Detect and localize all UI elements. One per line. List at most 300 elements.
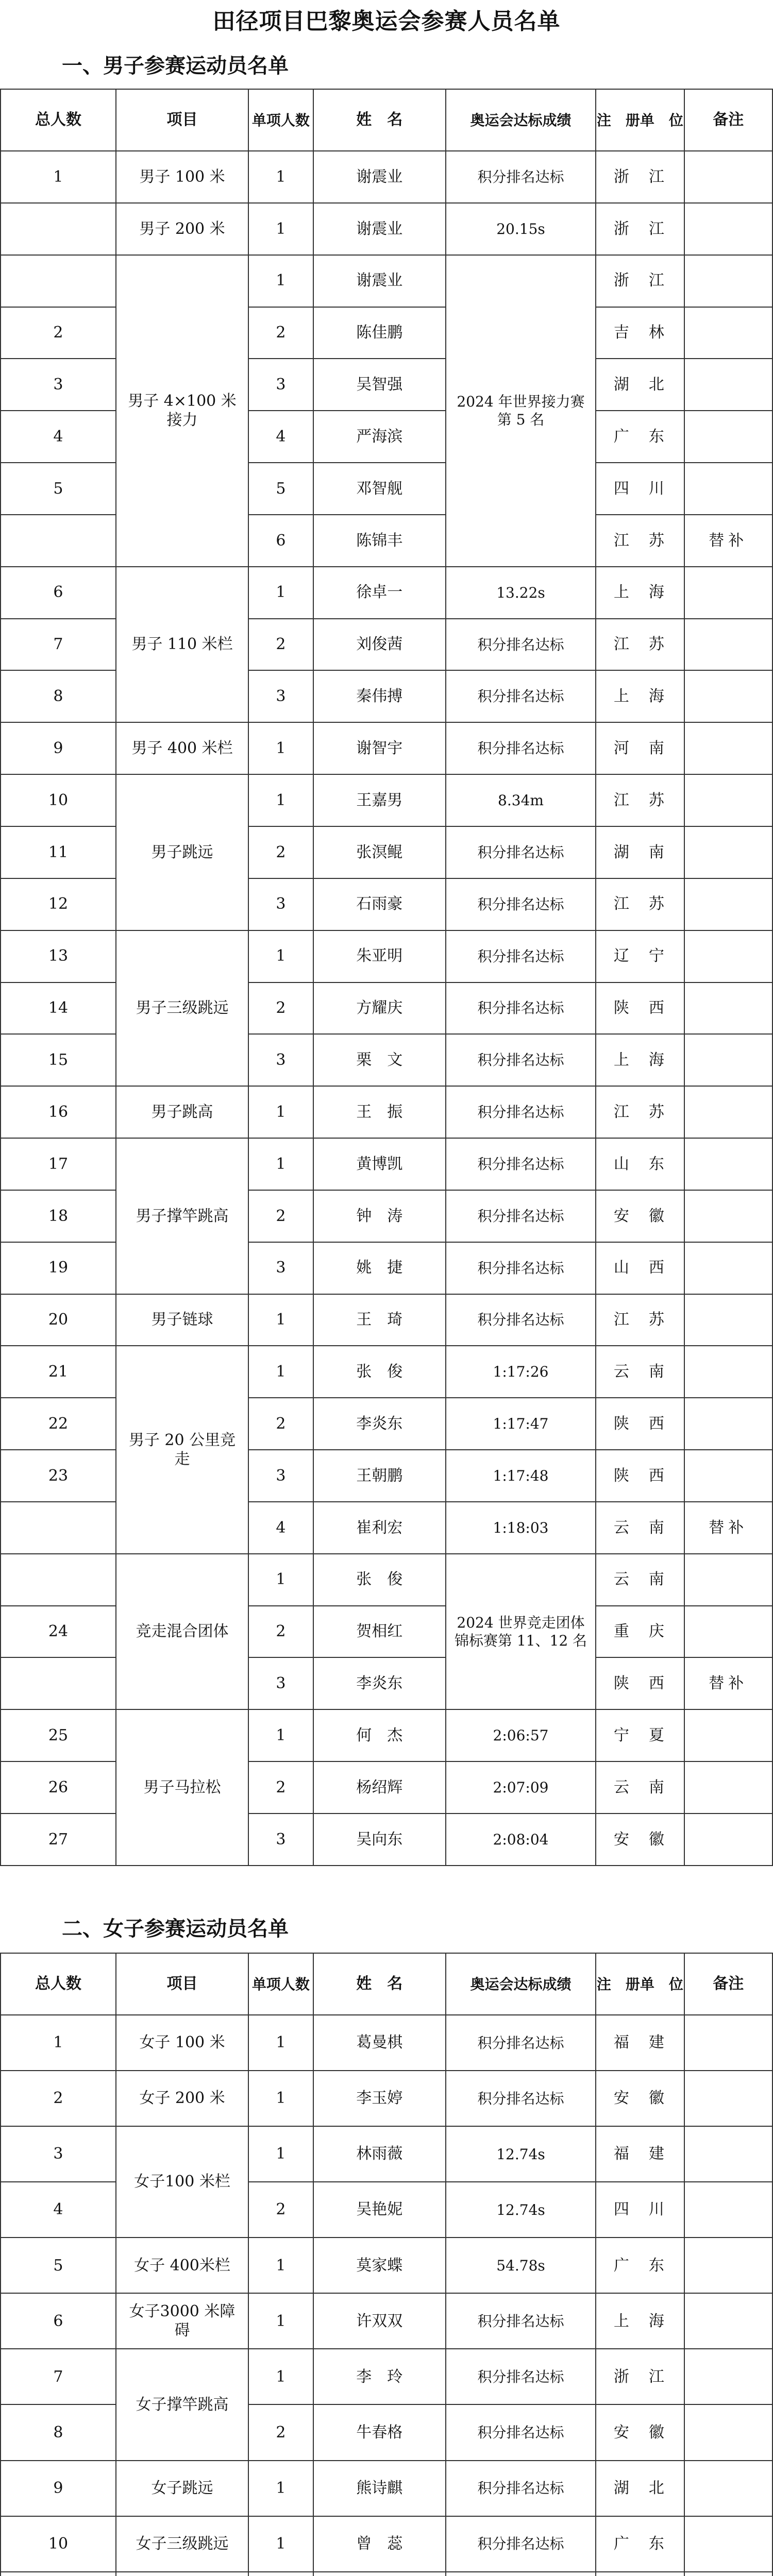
event-index-cell: 1: [248, 1554, 313, 1606]
event-index-cell: 3: [248, 1450, 313, 1502]
qualifying-standard-cell: 积分排名达标: [446, 1086, 596, 1138]
event-index-cell: 1: [248, 567, 313, 619]
remark-cell: [684, 619, 772, 671]
event-index-cell: 1: [248, 722, 313, 774]
total-count-cell: 12: [1, 878, 116, 930]
total-count-cell: 4: [1, 411, 116, 463]
total-count-cell: 15: [1, 1034, 116, 1086]
athlete-name-cell: 陈锦丰: [313, 515, 446, 567]
remark-cell: 替补: [684, 1657, 772, 1709]
total-count-cell: 17: [1, 1138, 116, 1190]
athlete-name-cell: 刘俊茜: [313, 619, 446, 671]
athlete-name-cell: 贺相红: [313, 1606, 446, 1658]
event-index-cell: 1: [248, 255, 313, 307]
event-index-cell: 5: [248, 463, 313, 515]
registered-unit-cell: 陕 西: [596, 1657, 684, 1709]
athlete-name-cell: 吴智强: [313, 359, 446, 411]
event-index-cell: 1: [248, 151, 313, 203]
athlete-name-cell: 莫家蝶: [313, 2238, 446, 2293]
registered-unit-cell: 山 东: [596, 1138, 684, 1190]
registered-unit-cell: 云 南: [596, 1761, 684, 1814]
total-count-cell: 25: [1, 1709, 116, 1761]
athlete-name-cell: 吴向东: [313, 1814, 446, 1866]
total-count-cell: 22: [1, 1398, 116, 1450]
remark-cell: [684, 1554, 772, 1606]
qualifying-standard-cell: 积分排名达标: [446, 670, 596, 722]
remark-cell: [684, 2126, 772, 2182]
registered-unit-cell: 陕 西: [596, 982, 684, 1035]
document-title: 田径项目巴黎奥运会参赛人员名单: [212, 8, 561, 35]
athlete-name-cell: 谢智宇: [313, 722, 446, 774]
table-row: [1, 2126, 772, 2182]
total-count-cell: 7: [1, 619, 116, 671]
qualifying-standard-cell: 54.78s: [446, 2238, 596, 2293]
remark-cell: [684, 307, 772, 359]
registered-unit-cell: 上 海: [596, 1034, 684, 1086]
remark-cell: [684, 2015, 772, 2071]
registered-unit-cell: 湖 北: [596, 359, 684, 411]
athlete-name-cell: 秦伟搏: [313, 670, 446, 722]
registered-unit-cell: 云 南: [596, 1346, 684, 1398]
total-count-cell: 11: [1, 826, 116, 878]
event-index-cell: 2: [248, 2404, 313, 2460]
remark-cell: [684, 411, 772, 463]
event-cell: 男子链球: [116, 1294, 248, 1346]
athlete-name-cell: 杨绍辉: [313, 1761, 446, 1814]
remark-cell: [684, 463, 772, 515]
registered-unit-cell: 湖 北: [596, 2461, 684, 2516]
registered-unit-cell: 湖 南: [596, 826, 684, 878]
remark-cell: [684, 567, 772, 619]
event-index-cell: 1: [248, 1294, 313, 1346]
athlete-name-cell: 张 俊: [313, 1346, 446, 1398]
remark-cell: [684, 1086, 772, 1138]
remark-cell: [684, 203, 772, 255]
total-count-cell: 3: [1, 359, 116, 411]
athlete-name-cell: 栗 文: [313, 1034, 446, 1086]
event-cell: 男子 4×100 米接力: [116, 255, 248, 567]
remark-cell: [684, 1398, 772, 1450]
event-index-cell: 2: [248, 826, 313, 878]
remark-cell: [684, 1814, 772, 1866]
total-count-cell: 10: [1, 774, 116, 826]
athlete-name-cell: 王 振: [313, 1086, 446, 1138]
qualifying-standard-cell: 积分排名达标: [446, 2015, 596, 2071]
qualifying-standard-cell: 2024 年世界接力赛第 5 名: [446, 255, 596, 567]
registered-unit-cell: [596, 2572, 684, 2576]
registered-unit-cell: 浙 江: [596, 151, 684, 203]
total-count-cell: 4: [1, 2182, 116, 2238]
athlete-name-cell: 吴艳妮: [313, 2182, 446, 2238]
registered-unit-cell: 江 苏: [596, 1294, 684, 1346]
men-table-body: [1, 151, 772, 1866]
total-count-cell: [1, 255, 116, 307]
athlete-name-cell: 林雨薇: [313, 2126, 446, 2182]
remark-cell: [684, 2182, 772, 2238]
event-cell: 女子100 米栏: [116, 2126, 248, 2238]
total-count-cell: 23: [1, 1450, 116, 1502]
event-index-cell: 1: [248, 2516, 313, 2572]
event-cell: 女子 200 米: [116, 2071, 248, 2126]
qualifying-standard-cell: 积分排名达标: [446, 1242, 596, 1294]
event-cell: 男子马拉松: [116, 1709, 248, 1866]
athlete-name-cell: 姚 捷: [313, 1242, 446, 1294]
total-count-cell: 14: [1, 982, 116, 1035]
table-row: [1, 151, 772, 203]
remark-cell: 替补: [684, 1502, 772, 1554]
header-event: 项目: [116, 1953, 248, 2015]
table-row: [1, 2461, 772, 2516]
event-index-cell: [248, 2572, 313, 2576]
event-cell: 男子 100 米: [116, 151, 248, 203]
table-row: [1, 1554, 772, 1606]
event-cell: 男子三级跳远: [116, 930, 248, 1087]
remark-cell: [684, 255, 772, 307]
event-cell: 女子3000 米障碍: [116, 2293, 248, 2349]
registered-unit-cell: 上 海: [596, 670, 684, 722]
table-row: [1, 2516, 772, 2572]
registered-unit-cell: 浙 江: [596, 203, 684, 255]
total-count-cell: 9: [1, 722, 116, 774]
qualifying-standard-cell: 12.74s: [446, 2126, 596, 2182]
athlete-name-cell: 陈佳鹏: [313, 307, 446, 359]
registered-unit-cell: 上 海: [596, 2293, 684, 2349]
qualifying-standard-cell: 20.15s: [446, 203, 596, 255]
event-index-cell: 1: [248, 203, 313, 255]
remark-cell: [684, 1242, 772, 1294]
table-row: [1, 567, 772, 619]
qualifying-standard-cell: 8.34m: [446, 774, 596, 826]
athlete-name-cell: 牛春格: [313, 2404, 446, 2460]
header-remark: 备注: [684, 89, 772, 151]
event-index-cell: 1: [248, 774, 313, 826]
qualifying-standard-cell: 积分排名达标: [446, 2404, 596, 2460]
registered-unit-cell: 安 徽: [596, 1814, 684, 1866]
table-row: [1, 203, 772, 255]
registered-unit-cell: 安 徽: [596, 2071, 684, 2126]
header-count: 单项人数: [248, 89, 313, 151]
remark-cell: [684, 878, 772, 930]
registered-unit-cell: 福 建: [596, 2126, 684, 2182]
total-count-cell: 18: [1, 1190, 116, 1242]
event-index-cell: 2: [248, 1606, 313, 1658]
registered-unit-cell: 江 苏: [596, 774, 684, 826]
registered-unit-cell: 福 建: [596, 2015, 684, 2071]
total-count-cell: 26: [1, 1761, 116, 1814]
registered-unit-cell: 江 苏: [596, 515, 684, 567]
event-cell: 女子三级跳远: [116, 2516, 248, 2572]
qualifying-standard-cell: 积分排名达标: [446, 878, 596, 930]
registered-unit-cell: 陕 西: [596, 1450, 684, 1502]
total-count-cell: [1, 515, 116, 567]
athlete-name-cell: 曾 蕊: [313, 2516, 446, 2572]
table-row: [1, 774, 772, 826]
total-count-cell: 5: [1, 463, 116, 515]
event-cell: 女子撑竿跳高: [116, 2349, 248, 2460]
registered-unit-cell: 重 庆: [596, 1606, 684, 1658]
athlete-name-cell: 张 俊: [313, 1554, 446, 1606]
registered-unit-cell: 安 徽: [596, 2404, 684, 2460]
header-name: 姓 名: [313, 89, 446, 151]
total-count-cell: 27: [1, 1814, 116, 1866]
men-athletes-table: [0, 89, 773, 1866]
total-count-cell: 7: [1, 2349, 116, 2404]
athlete-name-cell: 李玉婷: [313, 2071, 446, 2126]
total-count-cell: [1, 1657, 116, 1709]
header-total: 总人数: [1, 1953, 116, 2015]
event-index-cell: 1: [248, 1346, 313, 1398]
registered-unit-cell: 上 海: [596, 567, 684, 619]
athlete-name-cell: 李炎东: [313, 1398, 446, 1450]
header-remark: 备注: [684, 1953, 772, 2015]
remark-cell: [684, 2461, 772, 2516]
event-index-cell: 1: [248, 1138, 313, 1190]
qualifying-standard-cell: 2:08:04: [446, 1814, 596, 1866]
registered-unit-cell: 吉 林: [596, 307, 684, 359]
remark-cell: [684, 151, 772, 203]
remark-cell: [684, 2293, 772, 2349]
event-index-cell: 3: [248, 359, 313, 411]
event-index-cell: 1: [248, 2293, 313, 2349]
header-total: 总人数: [1, 89, 116, 151]
table-row: [1, 2071, 772, 2126]
athlete-name-cell: 王嘉男: [313, 774, 446, 826]
remark-cell: [684, 774, 772, 826]
event-index-cell: 3: [248, 1242, 313, 1294]
total-count-cell: [1, 1554, 116, 1606]
total-count-cell: 6: [1, 567, 116, 619]
table-row: [1, 2572, 772, 2576]
event-index-cell: 4: [248, 411, 313, 463]
event-index-cell: 2: [248, 1761, 313, 1814]
remark-cell: [684, 359, 772, 411]
qualifying-standard-cell: 积分排名达标: [446, 1034, 596, 1086]
event-index-cell: 3: [248, 1657, 313, 1709]
registered-unit-cell: 浙 江: [596, 2349, 684, 2404]
table-header-row: [1, 1953, 772, 2015]
event-index-cell: 1: [248, 930, 313, 982]
event-cell: 男子跳高: [116, 1086, 248, 1138]
event-index-cell: 1: [248, 2015, 313, 2071]
remark-cell: [684, 2516, 772, 2572]
athlete-name-cell: 石雨豪: [313, 878, 446, 930]
table-row: [1, 2349, 772, 2404]
total-count-cell: 2: [1, 2071, 116, 2126]
women-table-body: [1, 2015, 772, 2576]
athlete-name-cell: 王 琦: [313, 1294, 446, 1346]
header-name: 姓 名: [313, 1953, 446, 2015]
table-header-row: [1, 89, 772, 151]
qualifying-standard-cell: 积分排名达标: [446, 2461, 596, 2516]
event-index-cell: 1: [248, 2238, 313, 2293]
event-index-cell: 2: [248, 2182, 313, 2238]
qualifying-standard-cell: 2:06:57: [446, 1709, 596, 1761]
remark-cell: [684, 1761, 772, 1814]
total-count-cell: 5: [1, 2238, 116, 2293]
total-count-cell: 1: [1, 2015, 116, 2071]
registered-unit-cell: 山 西: [596, 1242, 684, 1294]
qualifying-standard-cell: 积分排名达标: [446, 1138, 596, 1190]
athlete-name-cell: 许双双: [313, 2293, 446, 2349]
athlete-name-cell: 葛曼棋: [313, 2015, 446, 2071]
total-count-cell: 10: [1, 2516, 116, 2572]
event-index-cell: 3: [248, 1034, 313, 1086]
registered-unit-cell: 广 东: [596, 2516, 684, 2572]
table-row: [1, 722, 772, 774]
remark-cell: [684, 1190, 772, 1242]
qualifying-standard-cell: 积分排名达标: [446, 2293, 596, 2349]
qualifying-standard-cell: 1:17:26: [446, 1346, 596, 1398]
event-cell: 男子 400 米栏: [116, 722, 248, 774]
event-cell: 男子 20 公里竞走: [116, 1346, 248, 1553]
total-count-cell: [1, 203, 116, 255]
event-cell: 男子 200 米: [116, 203, 248, 255]
qualifying-standard-cell: 积分排名达标: [446, 2516, 596, 2572]
total-count-cell: 1: [1, 151, 116, 203]
qualifying-standard-cell: [446, 2572, 596, 2576]
athlete-name-cell: 朱亚明: [313, 930, 446, 982]
header-standard: 奥运会达标成绩: [446, 89, 596, 151]
event-index-cell: 1: [248, 2461, 313, 2516]
total-count-cell: 16: [1, 1086, 116, 1138]
total-count-cell: 21: [1, 1346, 116, 1398]
registered-unit-cell: 陕 西: [596, 1398, 684, 1450]
event-cell: 男子 110 米栏: [116, 567, 248, 723]
remark-cell: [684, 930, 772, 982]
total-count-cell: [1, 2572, 116, 2576]
total-count-cell: 2: [1, 307, 116, 359]
event-cell: 女子跳远: [116, 2461, 248, 2516]
event-index-cell: 1: [248, 1086, 313, 1138]
qualifying-standard-cell: 积分排名达标: [446, 826, 596, 878]
total-count-cell: 6: [1, 2293, 116, 2349]
remark-cell: [684, 670, 772, 722]
total-count-cell: [1, 1502, 116, 1554]
remark-cell: [684, 1346, 772, 1398]
event-cell: 男子跳远: [116, 774, 248, 930]
registered-unit-cell: 四 川: [596, 2182, 684, 2238]
remark-cell: [684, 1138, 772, 1190]
qualifying-standard-cell: 积分排名达标: [446, 982, 596, 1035]
table-row: [1, 2238, 772, 2293]
total-count-cell: 3: [1, 2126, 116, 2182]
table-row: [1, 1709, 772, 1761]
registered-unit-cell: 云 南: [596, 1554, 684, 1606]
event-index-cell: 2: [248, 1190, 313, 1242]
event-cell: 竞走混合团体: [116, 1554, 248, 1710]
event-index-cell: 3: [248, 670, 313, 722]
remark-cell: [684, 1294, 772, 1346]
table-row: [1, 2293, 772, 2349]
header-count: 单项人数: [248, 1953, 313, 2015]
remark-cell: [684, 722, 772, 774]
event-index-cell: 1: [248, 1709, 313, 1761]
athlete-name-cell: 何 杰: [313, 1709, 446, 1761]
athlete-name-cell: 谢震业: [313, 151, 446, 203]
table-row: [1, 1294, 772, 1346]
qualifying-standard-cell: 积分排名达标: [446, 1294, 596, 1346]
table-row: [1, 2015, 772, 2071]
athlete-name-cell: 李炎东: [313, 1657, 446, 1709]
qualifying-standard-cell: 2024 世界竞走团体锦标赛第 11、12 名: [446, 1554, 596, 1710]
header-unit: 注 册单 位: [596, 1953, 684, 2015]
event-index-cell: 1: [248, 2071, 313, 2126]
event-cell: [116, 2572, 248, 2576]
total-count-cell: 8: [1, 670, 116, 722]
header-standard: 奥运会达标成绩: [446, 1953, 596, 2015]
remark-cell: [684, 2349, 772, 2404]
remark-cell: [684, 2572, 772, 2576]
registered-unit-cell: 辽 宁: [596, 930, 684, 982]
table-row: [1, 1346, 772, 1398]
registered-unit-cell: 宁 夏: [596, 1709, 684, 1761]
athlete-name-cell: 谢震业: [313, 203, 446, 255]
registered-unit-cell: 江 苏: [596, 878, 684, 930]
table-row: [1, 1138, 772, 1190]
event-index-cell: 3: [248, 878, 313, 930]
qualifying-standard-cell: 12.74s: [446, 2182, 596, 2238]
event-index-cell: 3: [248, 1814, 313, 1866]
event-index-cell: 2: [248, 982, 313, 1035]
total-count-cell: 24: [1, 1606, 116, 1658]
remark-cell: [684, 2071, 772, 2126]
men-section-heading: 一、男子参赛运动员名单: [62, 54, 289, 78]
table-row: [1, 930, 772, 982]
header-event: 项目: [116, 89, 248, 151]
athlete-name-cell: 黄博凯: [313, 1138, 446, 1190]
registered-unit-cell: 四 川: [596, 463, 684, 515]
total-count-cell: 20: [1, 1294, 116, 1346]
qualifying-standard-cell: 1:17:47: [446, 1398, 596, 1450]
remark-cell: [684, 982, 772, 1035]
athlete-name-cell: 张溟鲲: [313, 826, 446, 878]
registered-unit-cell: 广 东: [596, 411, 684, 463]
event-index-cell: 2: [248, 1398, 313, 1450]
registered-unit-cell: 云 南: [596, 1502, 684, 1554]
event-index-cell: 4: [248, 1502, 313, 1554]
registered-unit-cell: 江 苏: [596, 619, 684, 671]
header-unit: 注 册单 位: [596, 89, 684, 151]
athlete-name-cell: 严海滨: [313, 411, 446, 463]
table-row: [1, 255, 772, 307]
athlete-name-cell: 钟 涛: [313, 1190, 446, 1242]
event-index-cell: 2: [248, 619, 313, 671]
total-count-cell: 19: [1, 1242, 116, 1294]
event-index-cell: 2: [248, 307, 313, 359]
remark-cell: [684, 2404, 772, 2460]
remark-cell: [684, 1450, 772, 1502]
qualifying-standard-cell: 积分排名达标: [446, 722, 596, 774]
qualifying-standard-cell: 积分排名达标: [446, 619, 596, 671]
total-count-cell: 8: [1, 2404, 116, 2460]
athlete-name-cell: 崔利宏: [313, 1502, 446, 1554]
athlete-name-cell: 谢震业: [313, 255, 446, 307]
remark-cell: [684, 1606, 772, 1658]
table-row: [1, 1086, 772, 1138]
qualifying-standard-cell: 积分排名达标: [446, 2349, 596, 2404]
qualifying-standard-cell: 1:18:03: [446, 1502, 596, 1554]
athlete-name-cell: 熊诗麒: [313, 2461, 446, 2516]
total-count-cell: 9: [1, 2461, 116, 2516]
athlete-name-cell: 方耀庆: [313, 982, 446, 1035]
qualifying-standard-cell: 积分排名达标: [446, 2071, 596, 2126]
registered-unit-cell: 河 南: [596, 722, 684, 774]
remark-cell: [684, 1034, 772, 1086]
athlete-name-cell: [313, 2572, 446, 2576]
event-cell: 女子 100 米: [116, 2015, 248, 2071]
remark-cell: 替补: [684, 515, 772, 567]
athlete-name-cell: 王朝鹏: [313, 1450, 446, 1502]
